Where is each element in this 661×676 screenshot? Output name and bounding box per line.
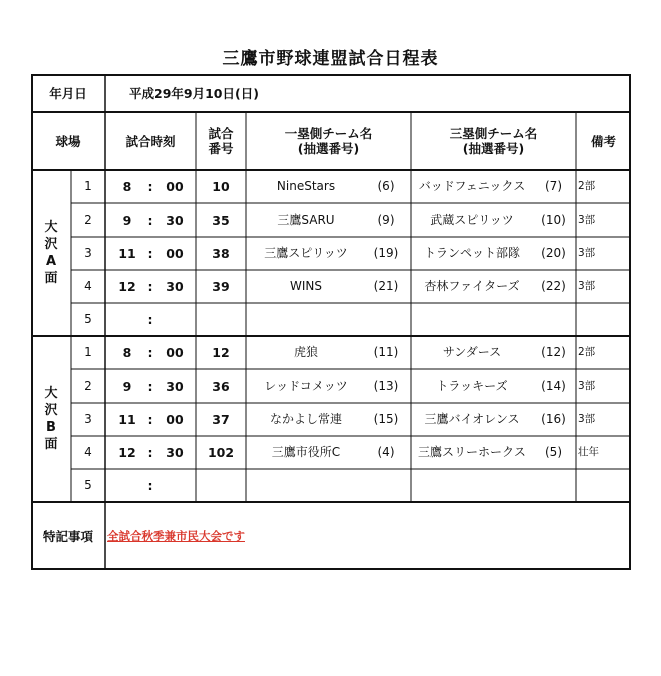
third-base-lot: (16)	[541, 412, 566, 426]
first-base-team	[246, 469, 366, 502]
time-separator: :	[147, 378, 153, 394]
third-base-lot	[531, 469, 576, 502]
game-number: 102	[207, 445, 235, 460]
game-number: 38	[212, 246, 230, 261]
first-base-lot: (15)	[373, 412, 399, 426]
third-base-team: サンダース	[442, 345, 502, 359]
third-base-lot: (10)	[541, 212, 566, 227]
header-first-base-line1: 一塁側チーム名	[284, 126, 373, 141]
start-hour: 11	[118, 412, 136, 427]
time-separator: :	[147, 312, 153, 327]
notes-cell: 3部	[578, 379, 596, 392]
row-number: 1	[84, 345, 92, 359]
notes-cell: 2部	[578, 180, 596, 192]
start-hour: 8	[122, 179, 132, 194]
row-number: 5	[84, 312, 92, 326]
start-hour: 8	[122, 345, 132, 360]
row-number: 4	[84, 279, 92, 293]
third-base-lot: (20)	[541, 246, 566, 260]
start-minute: 30	[166, 445, 184, 460]
third-base-team: トランペット部隊	[423, 246, 520, 260]
start-hour: 9	[122, 378, 132, 394]
notes-cell: 3部	[578, 213, 596, 226]
start-minute	[155, 469, 195, 502]
notes-cell	[576, 303, 633, 336]
time-separator: :	[147, 345, 153, 360]
notes-cell: 3部	[578, 280, 596, 292]
header-notes: 備考	[590, 133, 616, 149]
time-separator: :	[147, 478, 153, 493]
header-time: 試合時刻	[125, 133, 176, 149]
third-base-lot: (12)	[541, 345, 566, 359]
header-third-base-line2: (抽選番号)	[462, 141, 525, 156]
row-number: 1	[84, 179, 92, 193]
third-base-team: トラッキーズ	[436, 378, 508, 393]
field-a-char: 沢	[44, 237, 58, 252]
field-a-char: 面	[44, 271, 58, 286]
game-number: 37	[212, 412, 230, 427]
header-field: 球場	[55, 133, 81, 149]
row-number: 3	[84, 412, 92, 426]
notes-cell	[576, 469, 633, 502]
date-value: 平成29年9月10日(日)	[129, 85, 259, 101]
field-a-char: 大	[44, 220, 58, 235]
first-base-team: なかよし常連	[269, 412, 342, 426]
game-number: 12	[212, 345, 230, 360]
first-base-lot: (19)	[373, 246, 399, 260]
header-first-base	[246, 112, 411, 170]
row-number: 3	[84, 246, 92, 260]
notes-cell: 3部	[578, 413, 596, 425]
header-game-no-line1: 試合	[208, 126, 234, 141]
field-a-char: A	[45, 254, 57, 269]
first-base-lot: (21)	[373, 279, 399, 293]
first-base-team	[246, 303, 366, 336]
start-minute: 30	[166, 279, 184, 294]
third-base-team	[411, 303, 533, 336]
page-title: 三鷹市野球連盟試合日程表	[222, 49, 439, 69]
header-third-base-line1: 三塁側チーム名	[449, 126, 538, 141]
first-base-team: 三鷹市役所C	[271, 445, 341, 459]
row-number: 5	[84, 478, 92, 492]
first-base-lot: (11)	[373, 345, 399, 359]
third-base-team: 三鷹スリーホークス	[418, 445, 526, 459]
start-minute: 00	[166, 412, 184, 427]
third-base-lot: (22)	[541, 279, 566, 293]
field-b-char: 沢	[44, 403, 58, 418]
first-base-lot: (13)	[373, 378, 399, 393]
third-base-team: 杏林ファイターズ	[424, 279, 520, 293]
field-b-char: B	[46, 420, 56, 435]
row-number: 2	[84, 378, 92, 393]
special-text: 全試合秋季兼市民大会です	[107, 528, 245, 543]
field-b-char: 面	[44, 437, 58, 452]
game-number: 10	[212, 179, 230, 194]
game-number: 35	[212, 212, 230, 228]
row-number: 4	[84, 445, 92, 459]
third-base-team: 三鷹バイオレンス	[424, 412, 520, 426]
time-separator: :	[147, 212, 153, 228]
third-base-team: バッドフェニックス	[418, 179, 526, 193]
start-minute: 00	[166, 246, 184, 261]
start-minute: 00	[166, 179, 184, 194]
field-b-char: 大	[44, 386, 58, 401]
time-separator: :	[147, 412, 153, 427]
first-base-team: 三鷹スピリッツ	[264, 246, 348, 260]
first-base-lot: (4)	[377, 445, 395, 459]
field-a-label	[31, 170, 71, 336]
third-base-team: 武蔵スピリッツ	[430, 212, 514, 227]
start-hour	[107, 469, 147, 502]
notes-cell: 2部	[578, 346, 596, 358]
notes-cell: 壮年	[578, 446, 599, 458]
start-hour: 12	[118, 445, 136, 460]
date-label: 年月日	[49, 85, 87, 101]
start-minute: 30	[166, 378, 184, 394]
field-b-label	[31, 336, 71, 502]
first-base-lot: (6)	[377, 179, 395, 193]
third-base-lot: (14)	[541, 378, 566, 393]
first-base-team: 虎狼	[293, 345, 318, 359]
start-minute	[155, 303, 195, 336]
first-base-lot	[361, 303, 411, 336]
first-base-team: レッドコメッツ	[264, 378, 348, 393]
time-separator: :	[147, 445, 153, 460]
first-base-team: 三鷹SARU	[277, 212, 335, 227]
header-third-base	[411, 112, 576, 170]
first-base-lot	[361, 469, 411, 502]
game-number: 36	[212, 378, 230, 394]
notes-cell: 3部	[578, 247, 596, 259]
first-base-team: NineStars	[276, 179, 336, 193]
time-separator: :	[147, 279, 153, 294]
game-number: 39	[212, 279, 230, 294]
game-number	[196, 469, 246, 502]
third-base-team	[411, 469, 533, 502]
start-hour	[107, 303, 147, 336]
start-hour: 9	[122, 212, 132, 228]
header-game-no	[196, 112, 246, 170]
third-base-lot	[531, 303, 576, 336]
time-separator: :	[147, 246, 153, 261]
third-base-lot: (7)	[545, 179, 562, 193]
start-hour: 12	[118, 279, 136, 294]
first-base-lot: (9)	[377, 212, 395, 227]
header-first-base-line2: (抽選番号)	[297, 141, 360, 156]
special-label: 特記事項	[42, 528, 93, 544]
row-number: 2	[84, 212, 92, 227]
first-base-team: WINS	[290, 279, 322, 293]
start-minute: 30	[166, 212, 184, 228]
start-hour: 11	[118, 246, 136, 261]
game-number	[196, 303, 246, 336]
start-minute: 00	[166, 345, 184, 360]
header-game-no-line2: 番号	[208, 141, 234, 156]
third-base-lot: (5)	[545, 445, 562, 459]
time-separator: :	[147, 179, 153, 194]
schedule-table	[31, 74, 631, 570]
